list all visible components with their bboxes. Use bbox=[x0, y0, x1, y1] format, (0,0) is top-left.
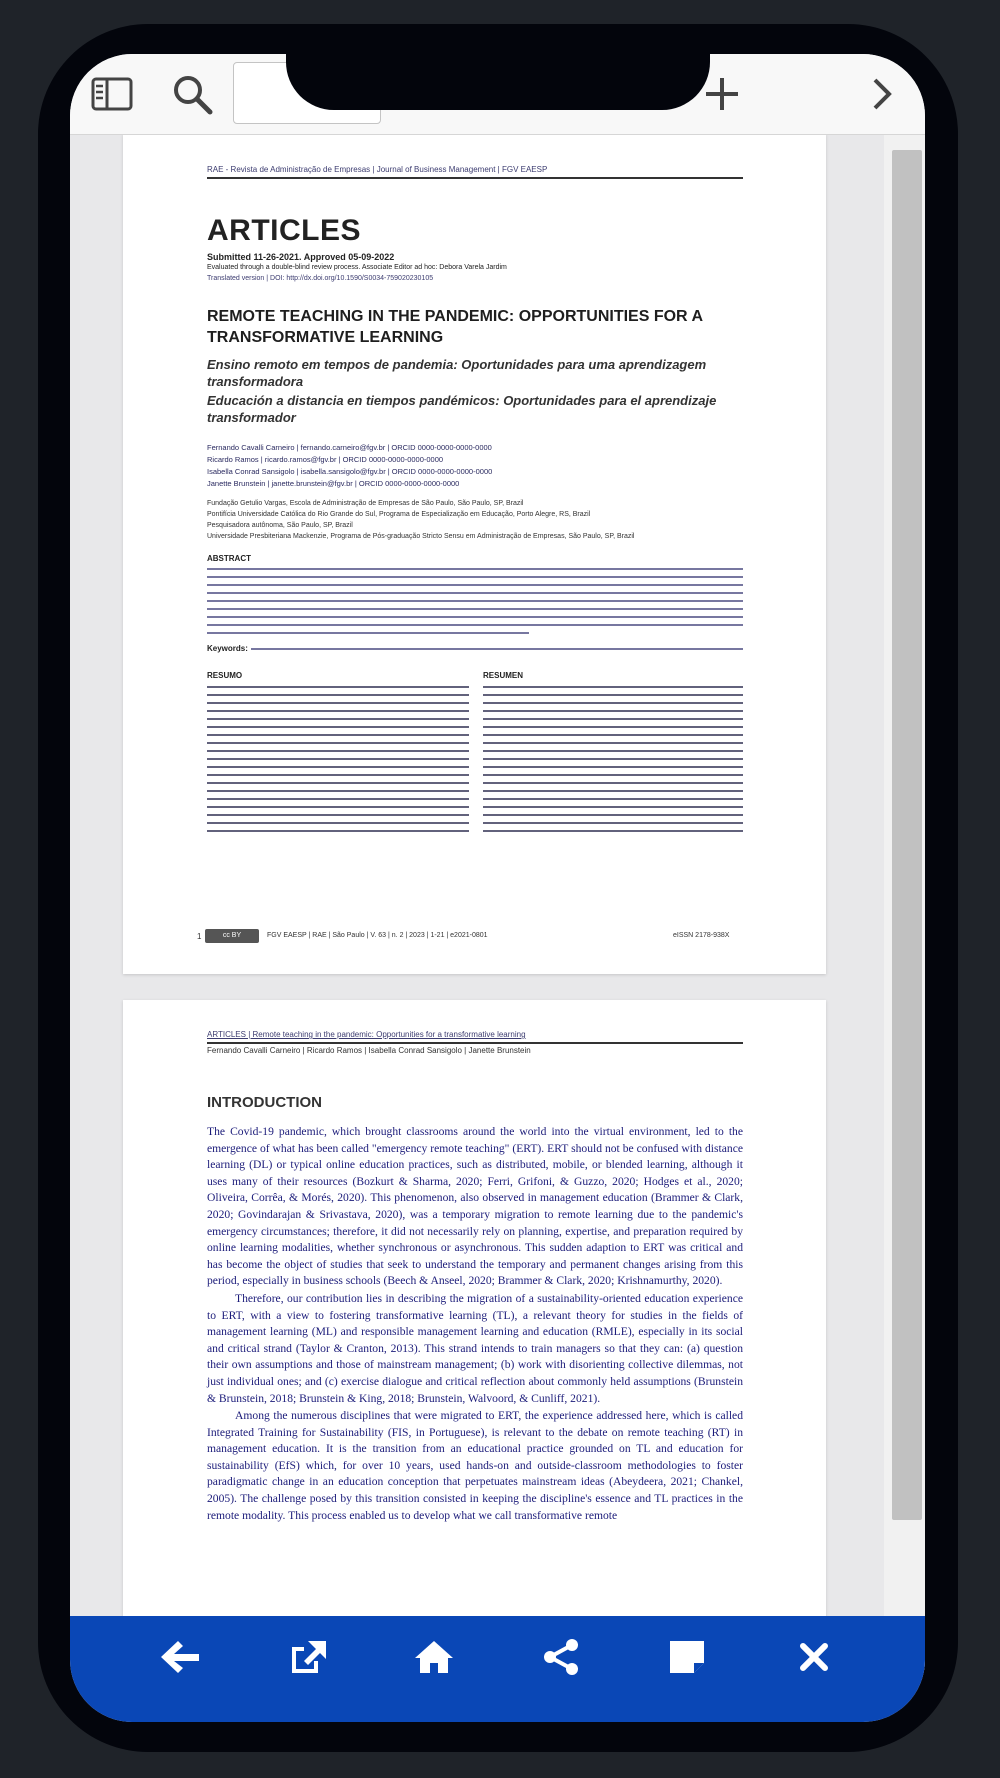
author-line: Isabella Conrad Sansigolo | isabella.sansigolo@fgv.br | ORCID 0000-0000-0000-0000 bbox=[207, 467, 493, 476]
keywords-text bbox=[251, 648, 743, 656]
share-button[interactable] bbox=[531, 1622, 591, 1692]
share-icon bbox=[541, 1638, 581, 1676]
paragraph: Therefore, our contribution lies in describing the migration of a sustainability-oriented education experience to ERT, with a view to fostering transformative learning (TL), a relevant theory for studies in the fields of management learning (ML) and responsible management learning and education (RMLE), especially in its social and critical strand (Taylor & Cranton, 2013). This strand intends to train managers so that they can: (a) question their own assumptions and those of mainstream management; (b) work with disorienting collective dilemmas, not just individual ones; and (c) exercise dialogue and critical reflection about commonly held assumptions (Brunstein & Brunstein, 2018; Brunstein & King, 2018; Brunstein, Walvoord, & Cunliff, 2021). bbox=[207, 1291, 743, 1405]
author-line: Ricardo Ramos | ricardo.ramos@fgv.br | ORCID 0000-0000-0000-0000 bbox=[207, 455, 444, 464]
home-button[interactable] bbox=[404, 1622, 464, 1692]
header-rule bbox=[207, 177, 743, 179]
doi-line: Translated version | DOI: http://dx.doi.org/10.1590/S0034-759020230105 bbox=[207, 275, 434, 282]
pdf-page-2 bbox=[123, 1000, 826, 1670]
sidebar-toggle-icon[interactable] bbox=[90, 72, 134, 116]
cc-license-badge: cc BY bbox=[205, 929, 259, 943]
running-head: ARTICLES | Remote teaching in the pandemic: Opportunities for a transformative learning bbox=[207, 1030, 526, 1039]
resumen-heading: RESUMEN bbox=[483, 671, 524, 680]
resumo-text bbox=[207, 686, 469, 838]
header-rule bbox=[207, 1042, 743, 1044]
issn-footer: eISSN 2178-938X bbox=[673, 932, 730, 939]
peer-review-note: Evaluated through a double-blind review process. Associate Editor ad hoc: Debora Varela Jardim bbox=[207, 264, 507, 271]
resumen-text bbox=[483, 686, 743, 838]
affiliation-line: Pontifícia Universidade Católica do Rio Grande do Sul, Programa de Especialização em Educação, Porto Alegre, RS, Brazil bbox=[207, 511, 591, 518]
resumo-heading: RESUMO bbox=[207, 671, 243, 680]
page-number: 1 bbox=[197, 932, 202, 941]
device-notch bbox=[286, 54, 710, 110]
home-icon bbox=[413, 1639, 455, 1675]
affiliation-line: Universidade Presbiteriana Mackenzie, Programa de Pós-graduação Stricto Sensu em Administração de Empresas, São Paulo, SP, Brazil bbox=[207, 533, 635, 540]
article-title: REMOTE TEACHING IN THE PANDEMIC: OPPORTUNITIES FOR A TRANSFORMATIVE LEARNING bbox=[207, 308, 703, 346]
article-title-es: Educación a distancia en tiempos pandémicos: Oportunidades para el aprendizaje transformador bbox=[207, 393, 717, 425]
chevron-right-icon[interactable] bbox=[860, 72, 904, 116]
search-icon[interactable] bbox=[170, 72, 214, 116]
introduction-heading: INTRODUCTION bbox=[207, 1094, 322, 1111]
vertical-scrollbar[interactable] bbox=[884, 134, 925, 1670]
bottom-action-bar bbox=[70, 1616, 925, 1722]
paragraph: Among the numerous disciplines that were migrated to ERT, the experience addressed here, which is called Integrated Training for Sustainability (FIS, in Portuguese), is relevant to the debate on remote teaching (RT) in management education. It is the transition from an educational practice grounded on TL and education for sustainability (EfS) which, for over 10 years, used hands-on and outside-classroom methodologies to foster paradigmatic change in an education conception that perpetuates mainstream ideas (Abeydeera, 2021; Chankel, 2005). The challenge posed by this transition consisted in keeping the discipline's essence and TL practices in the remote modality. This process enabled us to develop what we call transformative remote bbox=[207, 1409, 743, 1522]
introduction-body bbox=[207, 1124, 743, 1525]
abstract-text bbox=[207, 568, 743, 640]
author-line: Janette Brunstein | janette.brunstein@fgv.br | ORCID 0000-0000-0000-0000 bbox=[207, 479, 460, 488]
back-arrow-icon bbox=[161, 1640, 201, 1674]
pdf-viewer[interactable] bbox=[70, 134, 884, 1670]
close-icon bbox=[799, 1642, 829, 1672]
author-list bbox=[207, 442, 747, 490]
page-footer: FGV EAESP | RAE | São Paulo | V. 63 | n. 2 | 2023 | 1-21 | e2021-0801 bbox=[267, 932, 488, 939]
keywords-heading: Keywords: bbox=[207, 644, 248, 653]
external-link-icon bbox=[288, 1639, 328, 1675]
affiliation-line: Fundação Getulio Vargas, Escola de Administração de Empresas de São Paulo, São Paulo, SP, Brazil bbox=[207, 500, 524, 507]
pdf-page-1 bbox=[123, 134, 826, 974]
open-external-button[interactable] bbox=[278, 1622, 338, 1692]
back-button[interactable] bbox=[151, 1622, 211, 1692]
abstract-heading: ABSTRACT bbox=[207, 554, 251, 563]
note-button[interactable] bbox=[657, 1622, 717, 1692]
scrollbar-thumb[interactable] bbox=[892, 150, 922, 1520]
affiliation-line: Pesquisadora autônoma, São Paulo, SP, Brazil bbox=[207, 522, 353, 529]
submission-dates: Submitted 11-26-2021. Approved 05-09-2022 bbox=[207, 252, 395, 262]
note-icon bbox=[668, 1639, 706, 1675]
section-heading: ARTICLES bbox=[207, 214, 361, 247]
close-button[interactable] bbox=[784, 1622, 844, 1692]
affiliation-list bbox=[207, 498, 747, 542]
article-title-pt: Ensino remoto em tempos de pandemia: Oportunidades para uma aprendizagem transformadora bbox=[207, 357, 707, 389]
author-line: Fernando Cavalli Carneiro | fernando.carneiro@fgv.br | ORCID 0000-0000-0000-0000 bbox=[207, 443, 492, 452]
journal-header: RAE - Revista de Administração de Empresas | Journal of Business Management | FGV EAESP bbox=[207, 165, 548, 174]
device-screen bbox=[70, 54, 925, 1722]
paragraph: The Covid-19 pandemic, which brought classrooms around the world into the virtual environment, led to the emergence of what has been called "emergency remote teaching" (ERT). ERT should not be confused with distance learning (DL) or typical online education practices, such as distributed, mobile, or blended learning, although it uses many of their resources (Bozkurt & Sharma, 2020; Ferri, Grifoni, & Guzzo, 2020; Hodges et al., 2020; Oliveira, Corrêa, & Morés, 2020). This phenomenon, also observed in management education (Brammer & Clark, 2020; Govindarajan & Srivastava, 2020), was a temporary migration to remote learning due to the pandemic's emergency circumstances; therefore, it did not necessarily rely on planning, expertise, and preparation required by online learning modalities, whether synchronous or asynchronous. This sudden adaption to ERT was critical and has become the object of studies that seek to understand the temporary and permanent changes arising from this period, especially in business schools (Beech & Anseel, 2020; Brammer & Clark, 2020; Krishnamurthy, 2020). bbox=[207, 1125, 743, 1288]
running-authors: Fernando Cavalli Carneiro | Ricardo Ramos | Isabella Conrad Sansigolo | Janette Brunstein bbox=[207, 1046, 531, 1055]
